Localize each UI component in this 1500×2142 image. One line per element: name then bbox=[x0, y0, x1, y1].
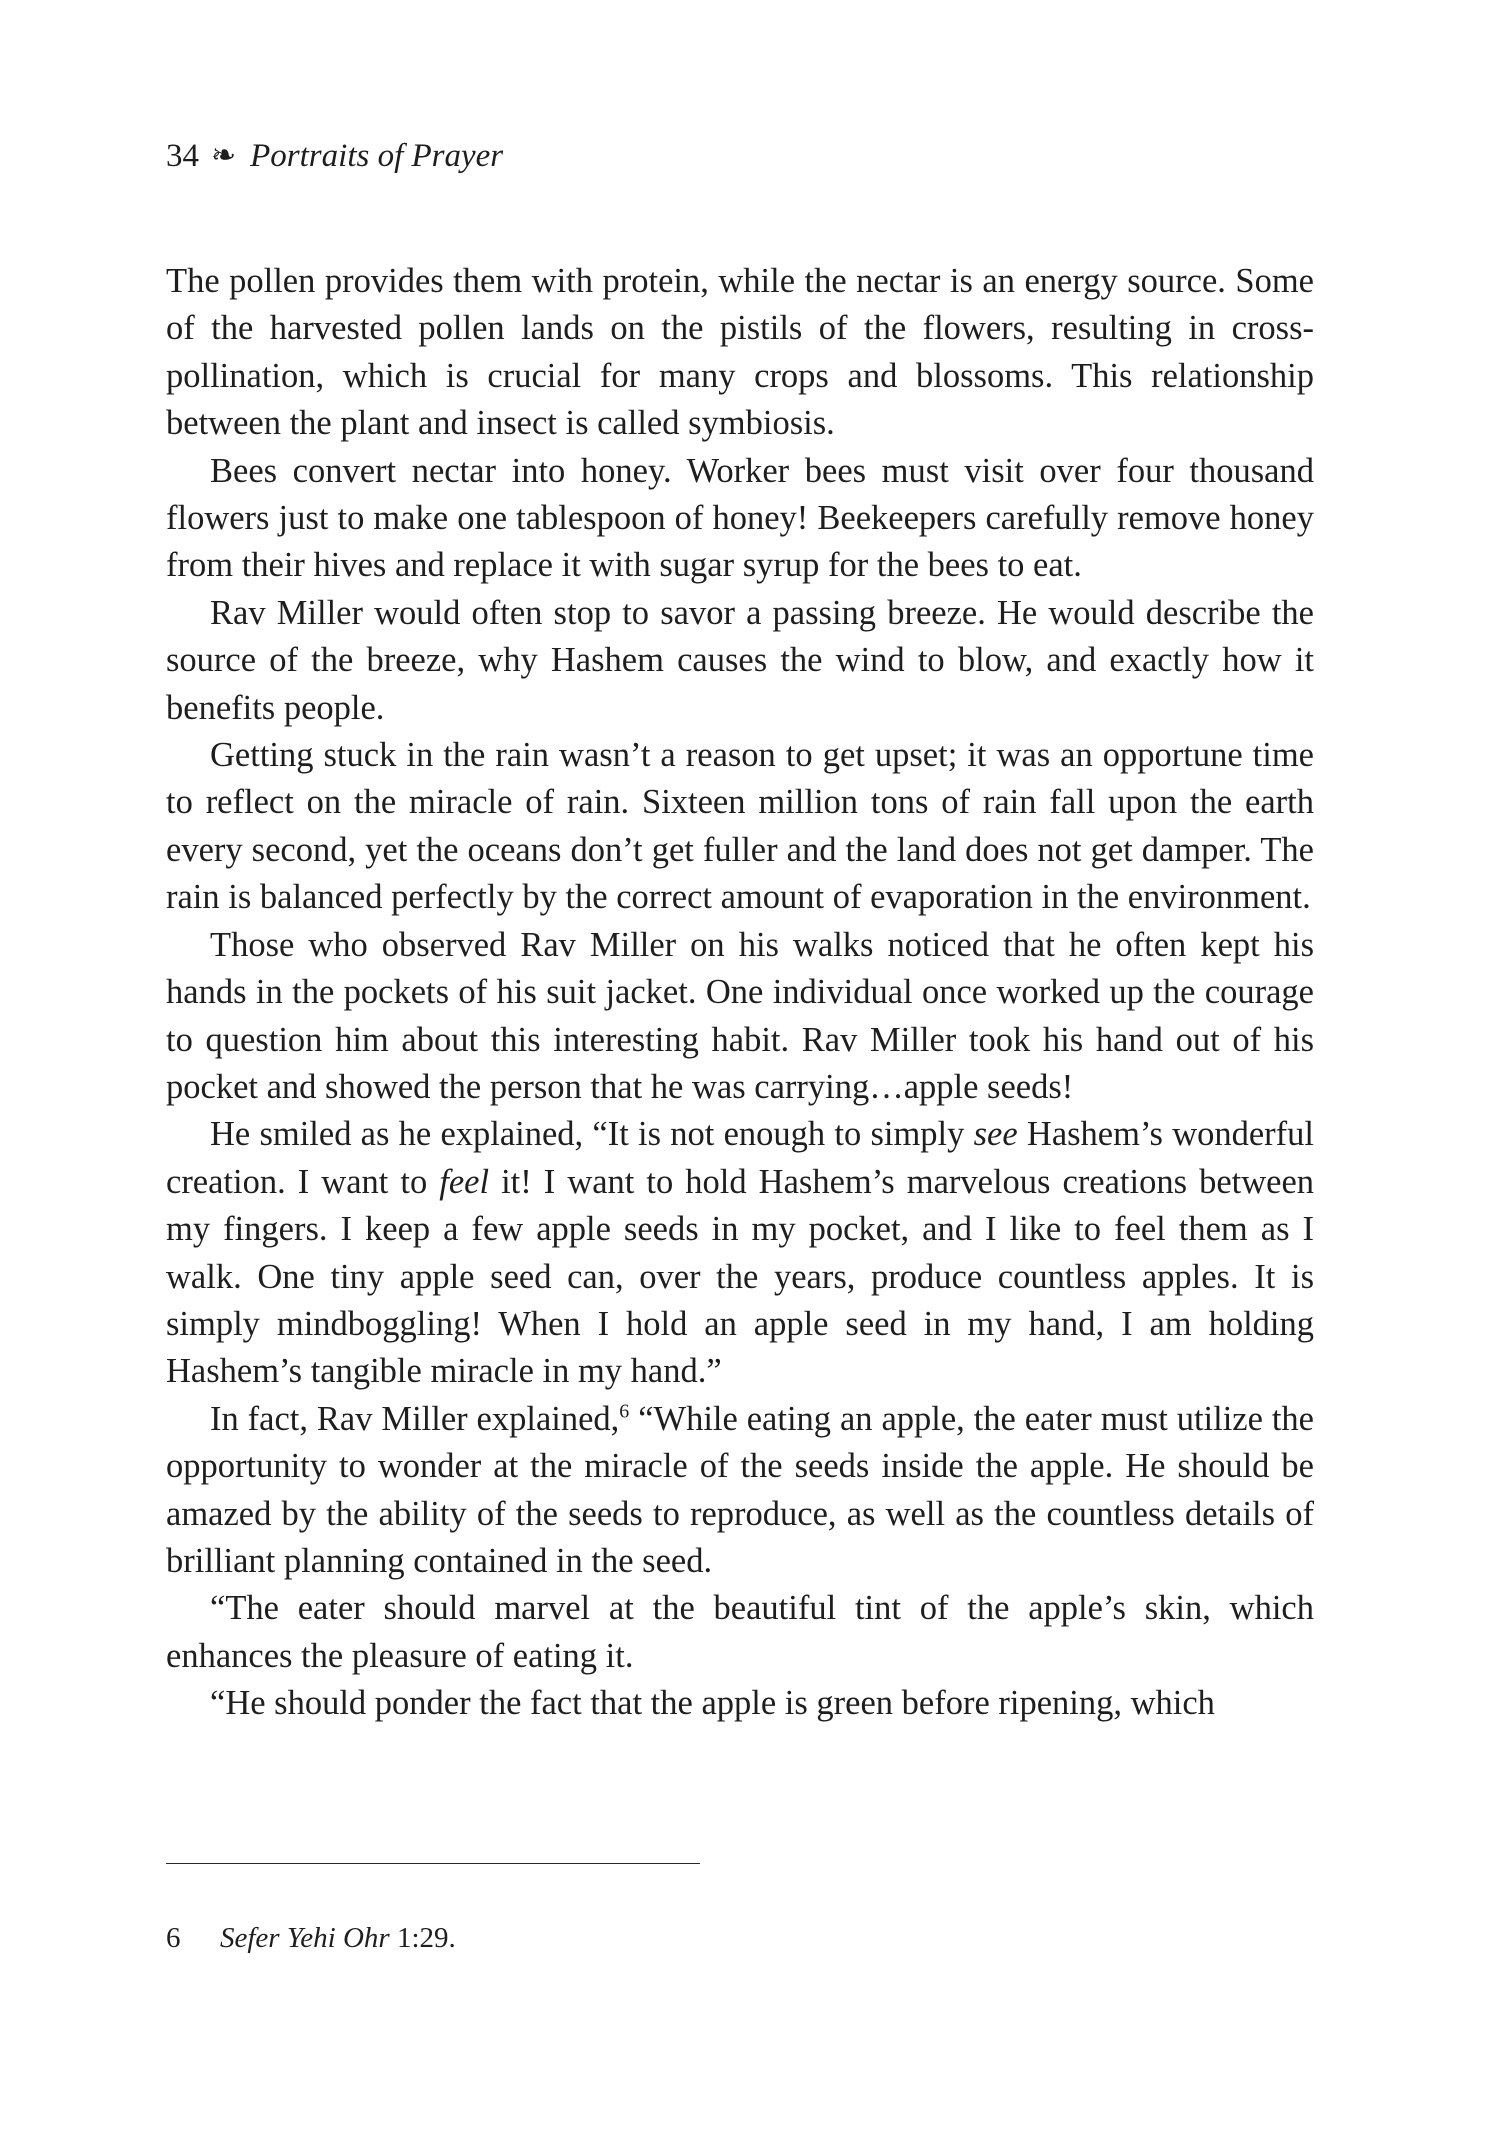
footnote-reference: 1:29. bbox=[389, 1922, 456, 1954]
explained-text-2: “While eating an apple, the eater must utilize the opportunity to wonder at the miracle of the seeds inside the apple. He should be amazed by the ability of the seeds to reproduce, as well as the countless details of brilliant planning contained in the seed. bbox=[166, 1399, 1314, 1580]
paragraph-apple-seeds: Those who observed Rav Miller on his walks noticed that he often kept his hands in the pockets of his suit jacket. One individual once worked up the courage to question him about this interesting habit. Rav Miller took his hand out of his pocket and showed the person that he was carrying…apple seeds! bbox=[166, 925, 1314, 1106]
paragraph-breeze: Rav Miller would often stop to savor a passing breeze. He would describe the source of the breeze, why Hashem causes the wind to blow, and exactly how it benefits people. bbox=[166, 593, 1314, 727]
paragraph-rain: Getting stuck in the rain wasn’t a reason to get upset; it was an opportune time to reflect on the miracle of rain. Sixteen million tons of rain fall upon the earth every second, yet the oceans don’t get fuller and the land does not get damper. The rain is balanced perfectly by the correct amount of evaporation in the environment. bbox=[166, 736, 1314, 917]
paragraph-green: “He should ponder the fact that the apple is green before ripening, which bbox=[210, 1684, 1215, 1723]
quote-text-1: He smiled as he explained, “It is not enough to simply bbox=[210, 1115, 974, 1154]
page-number: 34 bbox=[166, 138, 199, 174]
running-head bbox=[166, 136, 503, 176]
paragraph-honey: Bees convert nectar into honey. Worker bees must visit over four thousand flowers just to make one tablespoon of honey! Beekeepers carefully remove honey from their hives and replace it with sugar syrup for the bees to eat. bbox=[166, 451, 1314, 585]
body-text bbox=[166, 258, 1314, 1728]
quote-emphasis-see: see bbox=[973, 1115, 1018, 1154]
quote-text-2: Hashem’s wonderful creation. I want to bbox=[166, 1115, 1314, 1201]
fleuron-ornament-icon: ❧ bbox=[211, 139, 237, 172]
footnote-number: 6 bbox=[166, 1922, 181, 1954]
footnote bbox=[166, 1920, 456, 1956]
book-title: Portraits of Prayer bbox=[250, 138, 504, 174]
explained-text-1: In fact, Rav Miller explained, bbox=[210, 1399, 620, 1438]
paragraph-tint: “The eater should marvel at the beautiful tint of the apple’s skin, which enhances the pleasure of eating it. bbox=[166, 1589, 1314, 1675]
quote-text-3: it! I want to hold Hashem’s marvelous creations between my fingers. I keep a few apple seeds in my pocket, and I like to feel them as I walk. One tiny apple seed can, over the years, produce countless apples. It is simply mindboggling! When I hold an apple seed in my hand, I am holding Hashem’s tangible miracle in my hand.” bbox=[166, 1162, 1315, 1391]
paragraph-pollen: The pollen provides them with protein, while the nectar is an energy source. Some of the harvested pollen lands on the pistils of the flowers, resulting in cross-pollination, which is crucial for many crops and blossoms. This relationship between the plant and insect is called symbiosis. bbox=[166, 262, 1314, 443]
footnote-divider bbox=[166, 1863, 700, 1864]
footnote-source-title: Sefer Yehi Ohr bbox=[220, 1922, 390, 1954]
footnote-marker[interactable]: 6 bbox=[619, 1400, 630, 1423]
quote-emphasis-feel: feel bbox=[439, 1162, 490, 1201]
paragraph-quote bbox=[166, 1111, 1314, 1395]
paragraph-explained bbox=[166, 1396, 1314, 1586]
